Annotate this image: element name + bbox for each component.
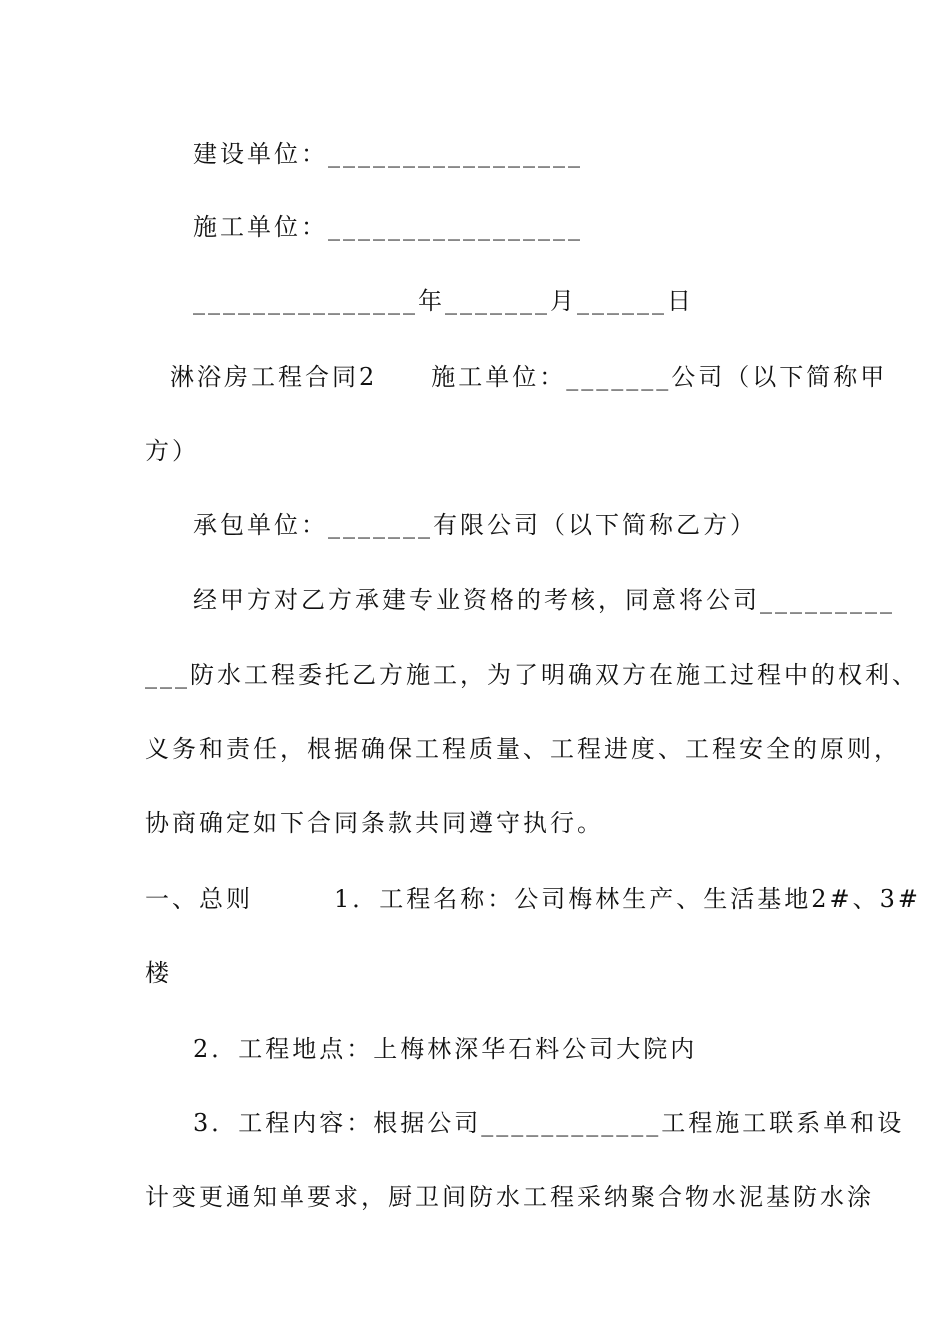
paragraph-line: 方） bbox=[145, 437, 199, 465]
paragraph-line: ___防水工程委托乙方施工，为了明确双方在施工过程中的权利、 bbox=[145, 661, 919, 689]
contractor-unit-line: 施工单位：_________________ bbox=[193, 213, 583, 241]
paragraph-line: 义务和责任，根据确保工程质量、工程进度、工程安全的原则， bbox=[145, 735, 901, 763]
contract-title-line: 淋浴房工程合同2 施工单位：_______公司（以下简称甲 bbox=[170, 363, 888, 391]
contracting-unit-line: 承包单位：_______有限公司（以下简称乙方） bbox=[193, 511, 757, 539]
builder-unit-line: 建设单位：_________________ bbox=[193, 140, 583, 168]
paragraph-line: 协商确定如下合同条款共同遵守执行。 bbox=[145, 809, 604, 837]
section-heading-line: 一、总则 1．工程名称：公司梅林生产、生活基地2#、3# bbox=[145, 885, 922, 913]
paragraph-line: 楼 bbox=[145, 959, 172, 987]
clause-line: 3．工程内容：根据公司____________工程施工联系单和设 bbox=[193, 1109, 905, 1137]
date-line: _______________年_______月______日 bbox=[193, 287, 694, 315]
paragraph-line: 计变更通知单要求，厨卫间防水工程采纳聚合物水泥基防水涂 bbox=[145, 1183, 874, 1211]
paragraph-line: 经甲方对乙方承建专业资格的考核，同意将公司_________ bbox=[193, 586, 895, 614]
clause-line: 2．工程地点：上梅林深华石料公司大院内 bbox=[193, 1035, 698, 1063]
